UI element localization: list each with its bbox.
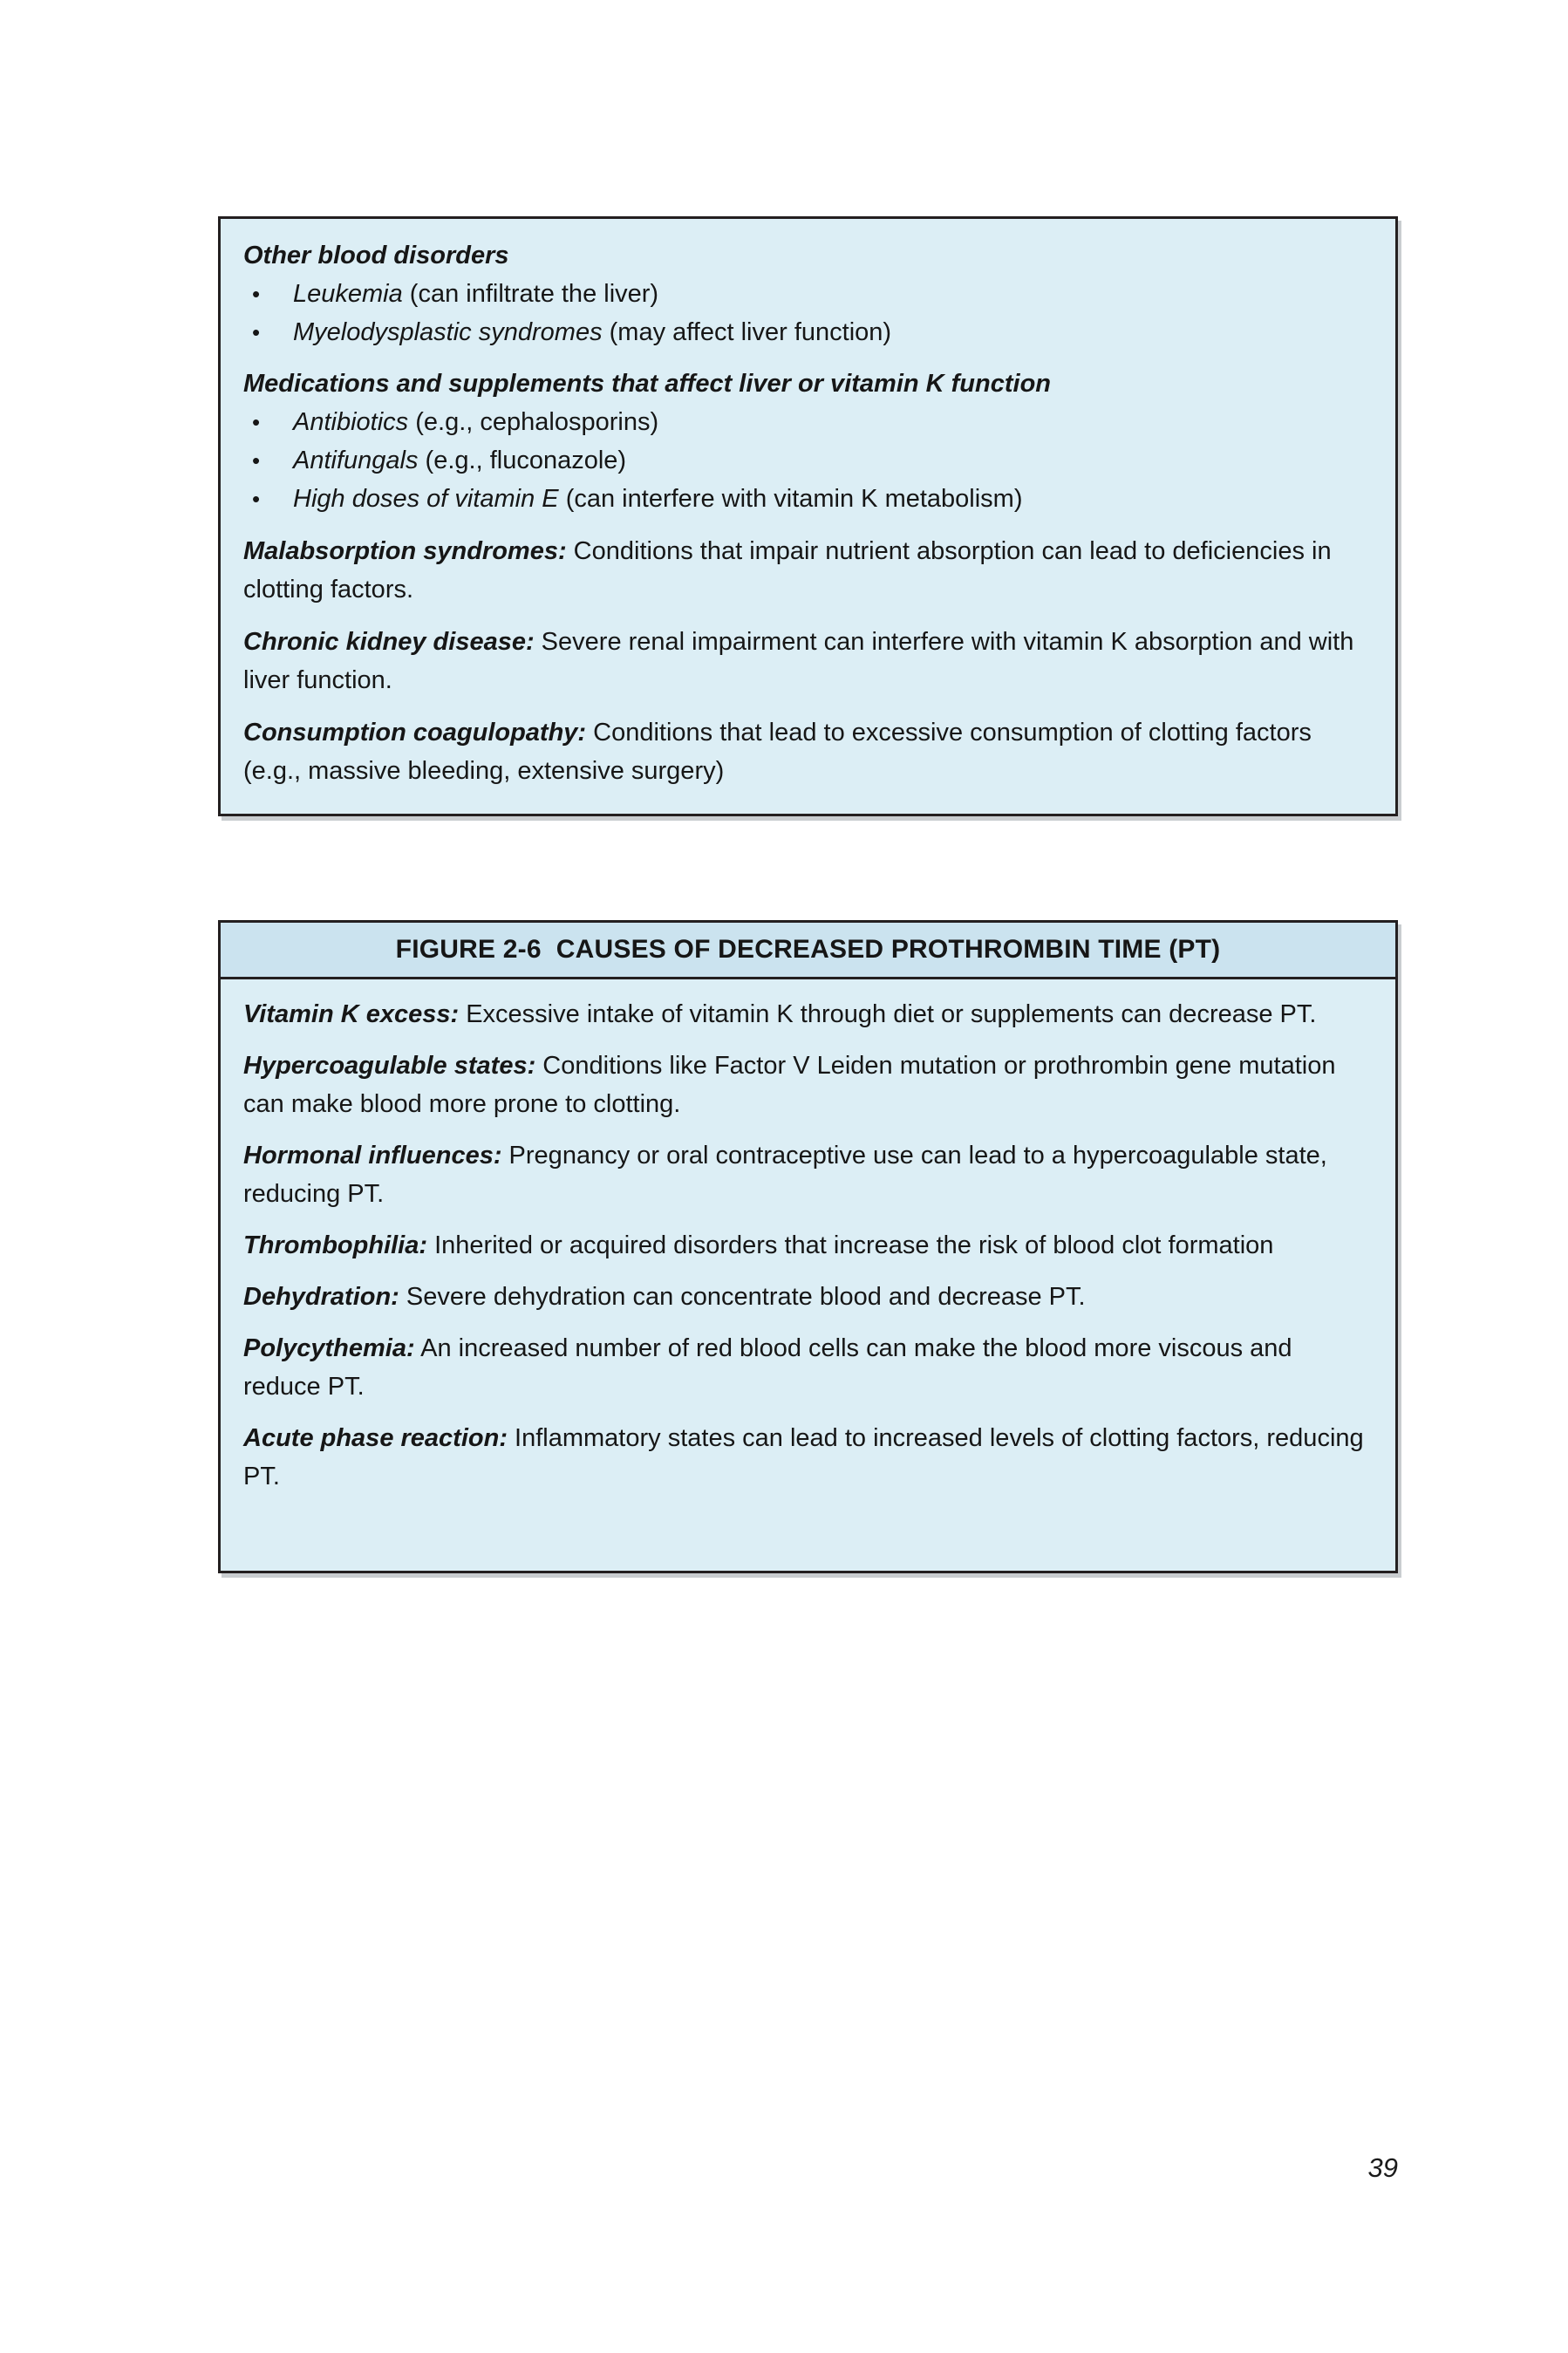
bullet-icon: •	[252, 447, 261, 474]
bullet-icon: •	[252, 281, 261, 307]
body-text: An increased number of red blood cells can make the blood more viscous and reduce PT.	[243, 1334, 1292, 1401]
bullet-item-vitamin-e	[243, 480, 1373, 518]
bullet-term: Antifungals	[293, 447, 419, 474]
figure-body	[221, 979, 1395, 1513]
bullet-icon: •	[252, 409, 261, 435]
bullet-item-antibiotics	[243, 403, 1373, 441]
bullet-item-antifungals	[243, 441, 1373, 480]
paragraph-chronic-kidney-disease	[243, 623, 1373, 699]
figure-box-decreased-pt	[218, 920, 1398, 1573]
bullet-term: Myelodysplastic syndromes	[293, 318, 603, 346]
lead-text: Acute phase reaction:	[243, 1424, 508, 1452]
lead-text: Chronic kidney disease:	[243, 628, 535, 656]
bullet-term: Leukemia	[293, 280, 403, 308]
section-heading-medications-supplements: Medications and supplements that affect liver or vitamin K function	[243, 370, 1052, 398]
lead-text: Polycythemia:	[243, 1334, 415, 1362]
lead-text: Consumption coagulopathy:	[243, 719, 587, 747]
bullet-text: (e.g., fluconazole)	[418, 447, 627, 474]
bullet-text: (e.g., cephalosporins)	[408, 408, 659, 436]
bullet-item-myelodysplastic	[243, 313, 1373, 351]
lead-text: Vitamin K excess:	[243, 1000, 460, 1028]
infobox-liver-vitamin-k-causes	[218, 216, 1398, 816]
bullet-icon: •	[252, 319, 261, 345]
lead-text: Malabsorption syndromes:	[243, 537, 567, 565]
body-text: Excessive intake of vitamin K through diet or supplements can decrease PT.	[459, 1000, 1317, 1028]
bullet-term: Antibiotics	[293, 408, 409, 436]
paragraph-thrombophilia	[243, 1226, 1373, 1265]
lead-text: Hormonal influences:	[243, 1142, 502, 1170]
body-text: Conditions that lead to excessive consumption of clotting factors (e.g., massive bleeding, extensive surgery)	[243, 719, 1312, 785]
body-text: Pregnancy or oral contraceptive use can lead to a hypercoagulable state, reducing PT.	[243, 1142, 1327, 1208]
lead-text: Thrombophilia:	[243, 1231, 428, 1259]
bullet-text: (may affect liver function)	[602, 318, 892, 346]
lead-text: Dehydration:	[243, 1283, 399, 1311]
body-text: Severe renal impairment can interfere with vitamin K absorption and with liver function.	[243, 628, 1354, 694]
bullet-text: (can infiltrate the liver)	[402, 280, 659, 308]
body-text: Conditions like Factor V Leiden mutation or prothrombin gene mutation can make blood more prone to clotting.	[243, 1052, 1336, 1118]
body-text: Inflammatory states can lead to increased levels of clotting factors, reducing PT.	[243, 1424, 1364, 1490]
page-number: 39	[1367, 2152, 1398, 2183]
paragraph-dehydration	[243, 1278, 1373, 1316]
paragraph-hypercoagulable-states	[243, 1047, 1373, 1123]
body-text: Severe dehydration can concentrate blood and decrease PT.	[399, 1283, 1086, 1311]
bullet-term: High doses of vitamin E	[293, 485, 559, 513]
paragraph-vitamin-k-excess	[243, 995, 1373, 1033]
paragraph-acute-phase-reaction	[243, 1419, 1373, 1496]
paragraph-malabsorption	[243, 532, 1373, 609]
body-text: Conditions that impair nutrient absorption can lead to deficiencies in clotting factors.	[243, 537, 1332, 604]
paragraph-hormonal-influences	[243, 1136, 1373, 1213]
bullet-item-leukemia	[243, 275, 1373, 313]
figure-header	[221, 923, 1395, 979]
bullet-icon: •	[252, 486, 261, 512]
bullet-text: (can interfere with vitamin K metabolism)	[558, 485, 1023, 513]
figure-title: FIGURE 2-6 CAUSES OF DECREASED PROTHROMBIN TIME (PT)	[395, 935, 1221, 964]
lead-text: Hypercoagulable states:	[243, 1052, 536, 1080]
body-text: Inherited or acquired disorders that increase the risk of blood clot formation	[427, 1231, 1274, 1259]
paragraph-consumption-coagulopathy	[243, 713, 1373, 790]
paragraph-polycythemia	[243, 1329, 1373, 1406]
section-heading-other-blood-disorders: Other blood disorders	[243, 242, 509, 269]
